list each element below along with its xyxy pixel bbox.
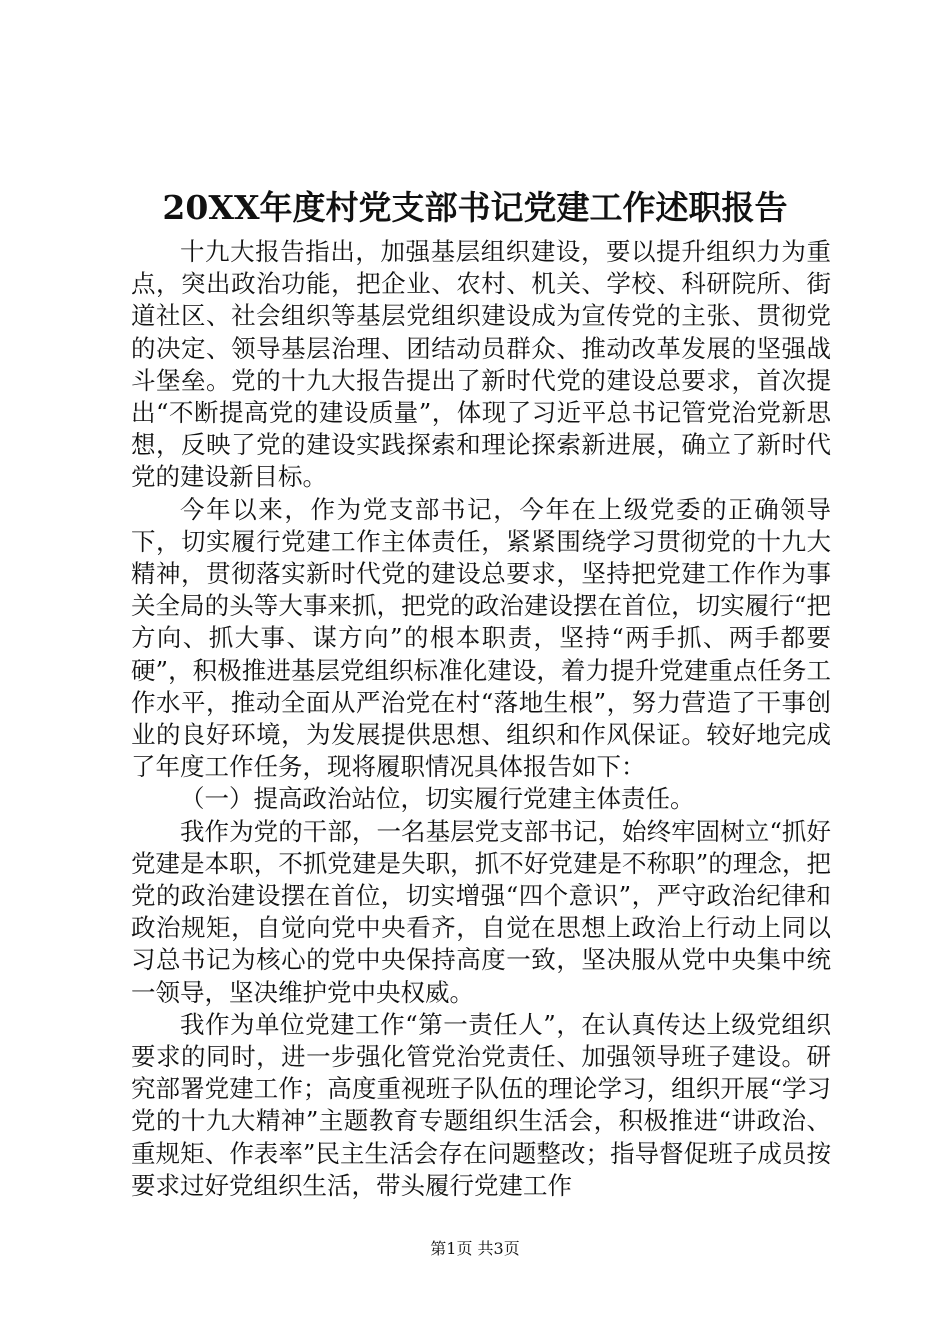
paragraph-overview: 今年以来，作为党支部书记，今年在上级党委的正确领导下，切实履行党建工作主体责任，紧紧围绕学习贯彻党的十九大精神，贯彻落实新时代党的建设总要求，坚持把党建工作作为事关全局的头等大事来抓，把党的政治建设摆在首位，切实履行“把方向、抓大事、谋方向”的根本职责，坚持“两手抓、两手都要硬”，积极推进基层党组织标准化建设，着力提升党建重点任务工作水平，推动全面从严治党在村“落地生根”，努力营造了干事创业的良好环境，为发展提供思想、组织和作风保证。较好地完成了年度工作任务，现将履职情况具体报告如下：: [131, 494, 831, 782]
paragraph-first-responsible: 我作为单位党建工作“第一责任人”，在认真传达上级党组织要求的同时，进一步强化管党治党责任、加强领导班子建设。研究部署党建工作；高度重视班子队伍的理论学习，组织开展“学习党的十九大精神”主题教育专题组织生活会，积极推进“讲政治、重规矩、作表率”民主生活会存在问题整改；指导督促班子成员按要求过好党组织生活，带头履行党建工作: [131, 1009, 831, 1200]
document-body: [131, 236, 831, 1202]
paragraph-political-stance: 我作为党的干部，一名基层党支部书记，始终牢固树立“抓好党建是本职，不抓党建是失职，抓不好党建是不称职”的理念，把党的政治建设摆在首位，切实增强“四个意识”，严守政治纪律和政治规矩，自觉向党中央看齐，自觉在思想上政治上行动上同以习总书记为核心的党中央保持高度一致，坚决服从党中央集中统一领导，坚决维护党中央权威。: [131, 816, 831, 1007]
section-heading-1: （一）提高政治站位，切实履行党建主体责任。: [180, 784, 695, 814]
document-title: 20XX年度村党支部书记党建工作述职报告: [162, 188, 788, 227]
paragraph-intro: 十九大报告指出，加强基层组织建设，要以提升组织力为重点，突出政治功能，把企业、农村、机关、学校、科研院所、街道社区、社会组织等基层党组织建设成为宣传党的主张、贯彻党的决定、领导基层治理、团结动员群众、推动改革发展的坚强战斗堡垒。党的十九大报告提出了新时代党的建设总要求，首次提出“不断提高党的建设质量”，体现了习近平总书记管党治党新思想，反映了党的建设实践探索和理论探索新进展，确立了新时代党的建设新目标。: [131, 237, 831, 492]
page-number-footer: 第1页 共3页: [430, 1239, 520, 1258]
